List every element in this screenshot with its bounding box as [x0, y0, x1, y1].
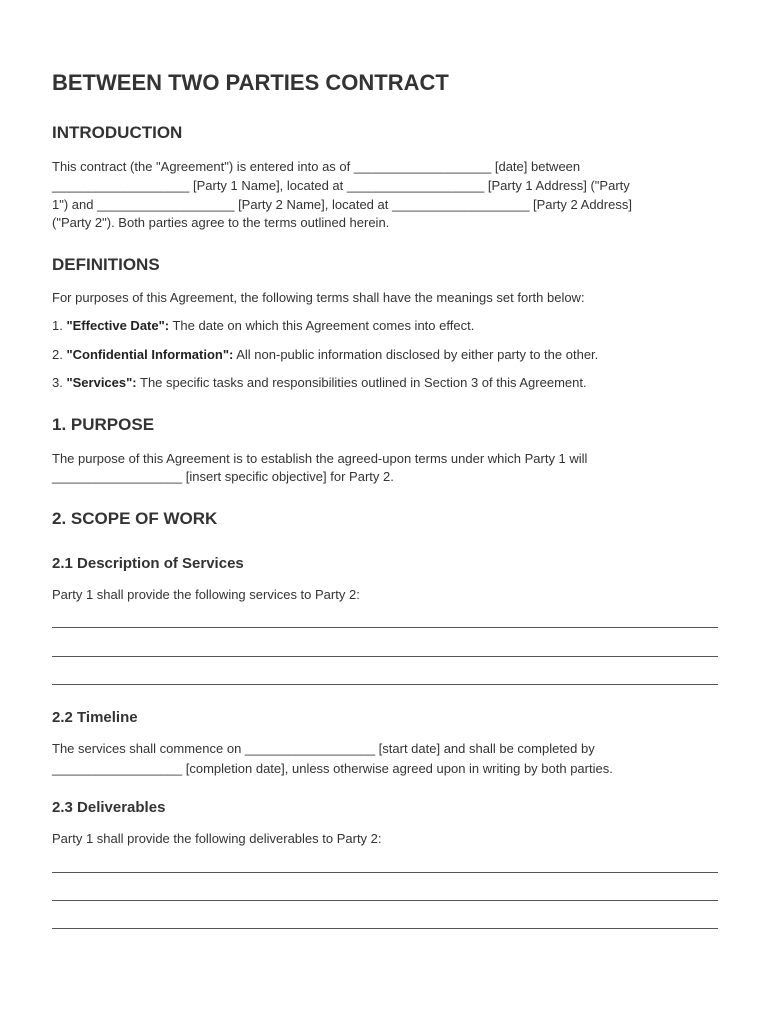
timeline-line-1: The services shall commence on __________________ [start date] and shall be completed by: [52, 741, 595, 756]
definition-text: The specific tasks and responsibilities outlined in Section 3 of this Agreement.: [136, 375, 587, 390]
introduction-heading: INTRODUCTION: [52, 123, 183, 142]
introduction-line-4: ("Party 2"). Both parties agree to the terms outlined herein.: [52, 215, 390, 230]
services-blank-line-3: [52, 684, 718, 685]
timeline-line-2: __________________ [completion date], unless otherwise agreed upon in writing by both parties.: [52, 761, 613, 776]
definition-item-services: [52, 373, 722, 392]
definition-term: "Effective Date":: [66, 318, 170, 333]
description-of-services-text: Party 1 shall provide the following services to Party 2:: [52, 587, 360, 602]
definitions-intro: For purposes of this Agreement, the following terms shall have the meanings set forth below:: [52, 290, 585, 305]
definition-item-confidential-information: [52, 345, 722, 364]
definition-number: 2.: [52, 347, 63, 362]
deliverables-blank-line-1: [52, 872, 718, 873]
deliverables-blank-line-3: [52, 928, 718, 929]
introduction-line-2: ___________________ [Party 1 Name], located at ___________________ [Party 1 Address] ("Party: [52, 178, 630, 193]
services-blank-line-2: [52, 656, 718, 657]
definition-number: 1.: [52, 318, 63, 333]
services-blank-line-1: [52, 627, 718, 628]
definitions-heading: DEFINITIONS: [52, 255, 160, 274]
deliverables-text: Party 1 shall provide the following deliverables to Party 2:: [52, 831, 382, 846]
purpose-heading: 1. PURPOSE: [52, 415, 155, 434]
definition-number: 3.: [52, 375, 63, 390]
document-title: BETWEEN TWO PARTIES CONTRACT: [52, 70, 449, 95]
definition-text: The date on which this Agreement comes into effect.: [169, 318, 475, 333]
timeline-heading: 2.2 Timeline: [52, 709, 138, 726]
deliverables-blank-line-2: [52, 900, 718, 901]
introduction-line-1: This contract (the "Agreement") is entered into as of ___________________ [date] between: [52, 159, 581, 174]
definition-term: "Services":: [66, 375, 137, 390]
purpose-line-2: __________________ [insert specific objective] for Party 2.: [52, 469, 394, 484]
definition-item-effective-date: [52, 316, 722, 335]
definition-text: All non-public information disclosed by either party to the other.: [233, 347, 599, 362]
scope-of-work-heading: 2. SCOPE OF WORK: [52, 509, 218, 528]
description-of-services-heading: 2.1 Description of Services: [52, 555, 244, 572]
introduction-line-3: 1") and ___________________ [Party 2 Name], located at ___________________ [Party 2 Address]: [52, 197, 632, 212]
deliverables-heading: 2.3 Deliverables: [52, 799, 166, 816]
purpose-line-1: The purpose of this Agreement is to establish the agreed-upon terms under which Party 1 will: [52, 451, 588, 466]
definition-term: "Confidential Information":: [66, 347, 234, 362]
